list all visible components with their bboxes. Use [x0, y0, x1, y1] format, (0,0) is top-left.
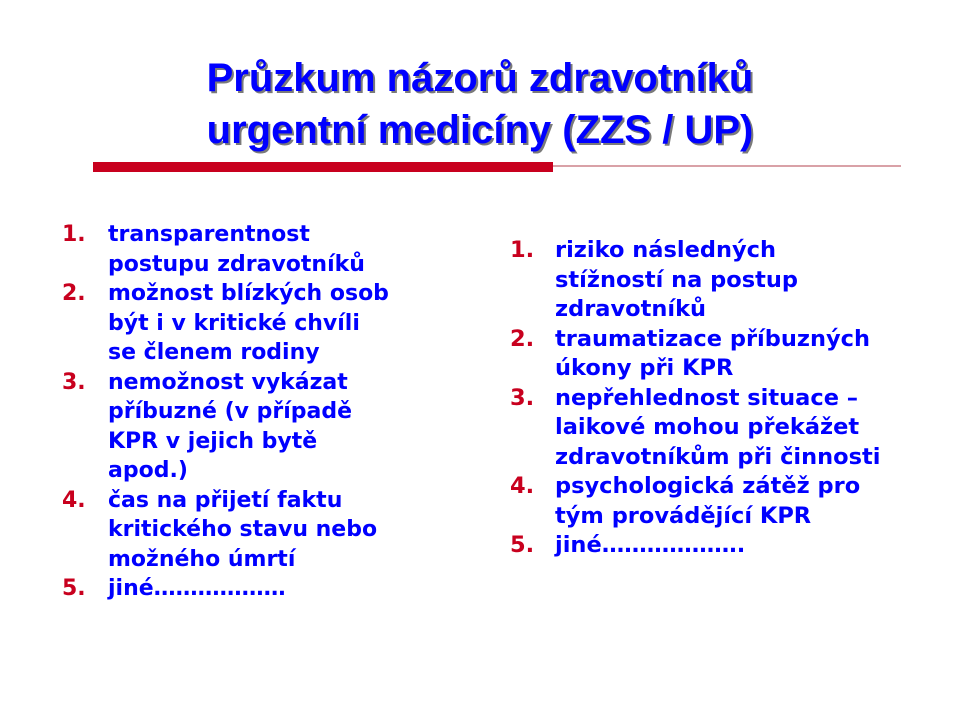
list-item-text: možnost blízkých osob být i v kritické chvíli se členem rodiny [108, 281, 389, 365]
list-item-text: transparentnost postupu zdravotníků [108, 222, 365, 277]
list-item-text: nepřehlednost situace – laikové mohou překážet zdravotníkům při činnosti [555, 384, 881, 470]
list-item-text: riziko následných stížností na postup zdravotníků [555, 237, 798, 322]
title-line-1: Průzkum názorů zdravotníků [206, 56, 754, 100]
list-number: 3. [62, 369, 86, 395]
list-number: 1. [62, 222, 86, 247]
list-number: 2. [510, 325, 535, 352]
list-item-text: traumatizace příbuzných úkony při KPR [555, 325, 871, 381]
right-list-item-3 [510, 384, 955, 473]
left-list [62, 220, 482, 604]
list-item-text: čas na přijetí faktu kritického stavu nebo možného úmrtí [108, 487, 378, 572]
list-number: 2. [62, 281, 86, 306]
left-list-item-1 [62, 220, 482, 279]
right-list-item-2 [510, 325, 955, 384]
list-item-text: nemožnost vykázat příbuzné (v případě KPR v jejich bytě apod.) [108, 369, 353, 483]
accent-bar [93, 162, 553, 172]
title-line-2: urgentní medicíny (ZZS / UP) [206, 108, 754, 152]
right-list [510, 236, 955, 561]
list-number: 4. [62, 487, 86, 513]
right-list-item-5 [510, 531, 955, 561]
left-list-item-5 [62, 574, 482, 604]
list-number: 3. [510, 384, 535, 411]
left-list-item-4 [62, 486, 482, 575]
list-item-text: jiné………………. [555, 532, 746, 558]
right-list-item-1 [510, 236, 955, 325]
list-number: 5. [510, 532, 535, 558]
list-item-text: jiné……………… [108, 576, 286, 601]
left-list-item-2 [62, 279, 482, 368]
list-number: 1. [510, 237, 535, 263]
left-list-item-3 [62, 368, 482, 486]
list-item-text: psychologická zátěž pro tým provádějící KPR [555, 473, 861, 529]
right-list-item-4 [510, 472, 955, 531]
list-number: 4. [510, 473, 535, 499]
divider-rule [553, 165, 901, 167]
list-number: 5. [62, 576, 86, 601]
